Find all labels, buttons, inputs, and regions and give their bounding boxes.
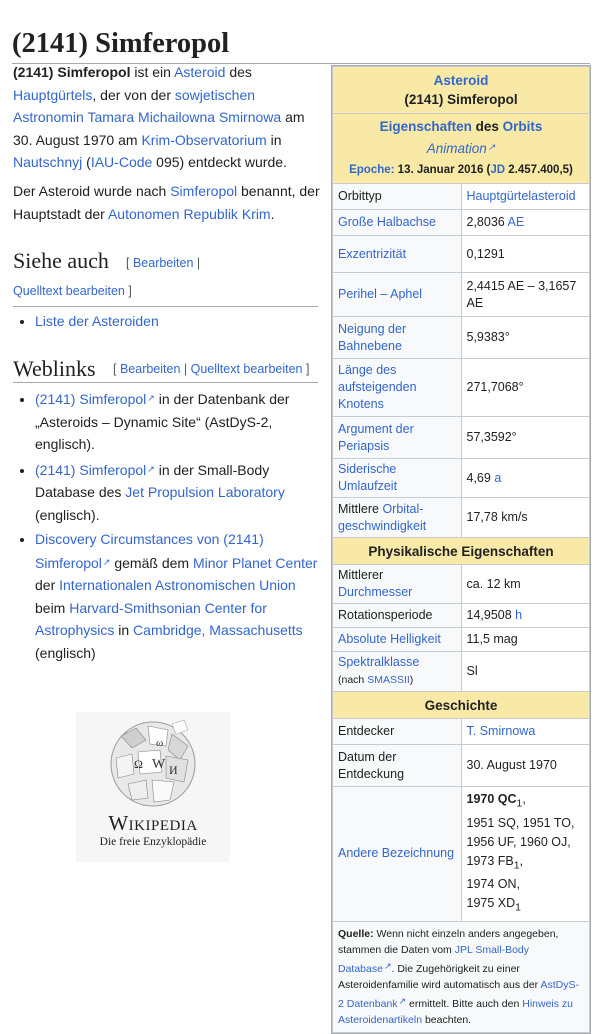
- infobox-row: Argument der Periapsis 57,3592°: [333, 417, 590, 459]
- naming-paragraph: [13, 180, 321, 225]
- infobox-title: [333, 67, 590, 114]
- list-item: • Discovery Circumstances von (2141) Simferopol ↗ gemäß dem Minor Planet Center der Internationalen Astronomischen Union beim Harvard-Smithsonian Center for Astrophysics in Cambridge, Massachusetts (englisch): [35, 528, 325, 664]
- external-link-jpl[interactable]: (2141) Simferopol ↗: [35, 462, 155, 478]
- infobox-name: (2141) Simferopol: [404, 92, 518, 107]
- section-heading-siehe-auch: [13, 246, 318, 307]
- link-asteroid[interactable]: Asteroid: [174, 64, 226, 80]
- list-item: [35, 310, 325, 333]
- link-mpc[interactable]: Minor Planet Center: [192, 554, 318, 571]
- link-nauchnyj[interactable]: Nautschnyj: [13, 154, 83, 170]
- edit-link[interactable]: Bearbeiten: [132, 256, 194, 270]
- link-year[interactable]: a: [494, 470, 502, 485]
- intro-text: , der von der: [92, 86, 175, 103]
- orbit-header: Eigenschaften des Orbits Animation ↗ Epoche: 13. Januar 2016 (JD 2.457.400,5): [333, 114, 590, 184]
- link-jpl[interactable]: Jet Propulsion Laboratory: [125, 484, 285, 500]
- infobox-row: Länge des aufsteigenden Knotens 271,7068°: [333, 359, 590, 417]
- link-astdys-database[interactable]: AstDyS-2 Datenbank ↗: [338, 979, 579, 1010]
- infobox-row: Rotationsperiode 14,9508 h: [333, 604, 590, 628]
- animation-link[interactable]: Animation ↗: [427, 141, 496, 156]
- infobox-row: Mittlerer Durchmesser ca. 12 km: [333, 565, 590, 604]
- external-link-astdys[interactable]: (2141) Simferopol ↗: [35, 391, 155, 407]
- section-edit-links: [ Bearbeiten |: [126, 256, 201, 270]
- infobox-row: Datum der Entdeckung 30. August 1970: [333, 745, 590, 787]
- logo-tagline: Die freie Enzyklopädie: [99, 836, 207, 848]
- link-jd[interactable]: JD: [490, 164, 506, 176]
- link-spectral-class[interactable]: Spektralklasse: [338, 655, 420, 669]
- link-discoverer[interactable]: T. Smirnowa: [466, 724, 536, 738]
- naming-text: benannt, der Hauptstadt der: [13, 183, 320, 222]
- link-ascending-node[interactable]: Länge des aufsteigenden Knotens: [338, 363, 417, 411]
- edit-link[interactable]: Bearbeiten: [119, 362, 181, 376]
- infobox-row: Spektralklasse (nach SMASSII) Sl: [333, 652, 590, 692]
- siehe-auch-list: [13, 310, 325, 335]
- section-heading-weblinks: [13, 354, 318, 383]
- physical-header: Physikalische Eigenschaften: [333, 538, 590, 565]
- link-iau-code[interactable]: IAU-Code: [90, 154, 153, 170]
- link-jpl-database[interactable]: JPL Small-Body Database ↗: [338, 944, 529, 975]
- logo-wordmark: Wikipedia: [108, 811, 198, 835]
- infobox-row: Perihel – Aphel 2,4415 AE – 3,1657 AE: [333, 273, 590, 317]
- source-note: Quelle: Wenn nicht einzeln anders angegeben, stammen die Daten vom JPL Small-Body Database ↗ . Die Zugehörigkeit zu einer Asteroidenfamilie wird automatisch aus der AstDyS-2 Datenbank ↗ ermittelt. Bitte auch den Hinweis zu Asteroidenartikeln beachten.: [333, 921, 590, 1032]
- link-orbits[interactable]: Orbits: [502, 119, 543, 134]
- link-soviet[interactable]: sowjetischen Astronomin: [13, 86, 256, 125]
- section-title: Siehe auch: [13, 248, 109, 273]
- link-iau[interactable]: Internationalen Astronomischen Union: [59, 577, 296, 593]
- link-simferopol[interactable]: Simferopol: [170, 183, 238, 199]
- link-asteroid-article-hint[interactable]: Hinweis zu Asteroidenartikeln: [338, 997, 574, 1026]
- section-title: Weblinks: [13, 356, 96, 381]
- intro-text: ist ein: [130, 64, 175, 80]
- list-item: • (2141) Simferopol ↗ in der Datenbank der „Asteroids – Dynamic Site“ (AstDyS-2, englisch).: [35, 387, 325, 456]
- link-argument-periapsis[interactable]: Argument der Periapsis: [338, 421, 414, 453]
- infobox-row: [333, 184, 590, 210]
- epoch-label[interactable]: Epoche:: [349, 164, 395, 176]
- infobox-row: Neigung der Bahnebene 5,9383°: [333, 317, 590, 359]
- intro-text: des: [225, 64, 252, 80]
- weblinks-list: [13, 387, 325, 666]
- naming-text: .: [270, 205, 275, 222]
- link-main-belt[interactable]: Hauptgürtels: [13, 86, 93, 103]
- link-inclination[interactable]: Neigung der Bahnebene: [338, 321, 407, 353]
- link-main-belt-asteroid[interactable]: Hauptgürtelasteroid: [466, 189, 576, 203]
- link-perihelion-aphelion[interactable]: Perihel – Aphel: [338, 287, 423, 301]
- link-orbital-speed[interactable]: Orbitalgeschwindigkeit: [338, 501, 427, 533]
- infobox-row: Absolute Helligkeit 11,5 mag: [333, 628, 590, 652]
- intro-bold-name: (2141) Simferopol: [13, 64, 131, 80]
- svg-text:Ω: Ω: [134, 757, 143, 771]
- intro-text: am 30. August 1970 am: [13, 109, 305, 148]
- list-item: • (2141) Simferopol ↗ in der Small-Body Database des Jet Propulsion Laboratory (englisch).: [35, 458, 325, 527]
- infobox-row: Große Halbachse 2,8036 AE: [333, 210, 590, 236]
- intro-text: (: [82, 154, 91, 170]
- row-label: Orbittyp: [333, 184, 462, 210]
- infobox: [331, 65, 591, 1034]
- link-eccentricity[interactable]: Exzentrizität: [338, 246, 407, 261]
- intro-paragraph: [13, 61, 321, 174]
- link-semi-major-axis[interactable]: Große Halbachse: [338, 215, 436, 229]
- section-edit-links-cont: Quelltext bearbeiten ]: [13, 284, 132, 298]
- link-cambridge[interactable]: Cambridge, Massachusetts: [133, 622, 303, 638]
- link-sidereal-period[interactable]: Siderische Umlaufzeit: [338, 462, 398, 493]
- infobox-row: Mittlere Orbitalgeschwindigkeit 17,78 km/s: [333, 498, 590, 538]
- link-other-designation[interactable]: Andere Bezeichnung: [338, 846, 455, 861]
- section-edit-links: [ Bearbeiten | Quelltext bearbeiten ]: [113, 362, 310, 376]
- intro-text: in: [266, 131, 282, 148]
- wikipedia-logo[interactable]: [76, 712, 230, 862]
- infobox-row: Andere Bezeichnung 1970 $QC_1$, 1951 SQ, 1951 TO, 1956 UF, 1960 OJ, 1973 $FB_1$, 1974 ON, 1975 $XD_1$: [333, 787, 590, 922]
- infobox-row: Exzentrizität 0,1291: [333, 236, 590, 273]
- link-au[interactable]: AE: [507, 215, 525, 229]
- link-absolute-magnitude[interactable]: Absolute Helligkeit: [338, 632, 441, 646]
- link-asteroid-type[interactable]: Asteroid: [433, 73, 489, 88]
- source-edit-link[interactable]: Quelltext bearbeiten: [13, 284, 125, 298]
- link-observatory[interactable]: Krim-Observatorium: [141, 131, 267, 148]
- page-title: (2141) Simferopol: [12, 25, 590, 64]
- naming-text: Der Asteroid wurde nach: [13, 183, 171, 199]
- svg-text:W: W: [152, 757, 166, 772]
- link-harvard[interactable]: Harvard-Smithsonian Center for Astrophysics: [35, 599, 267, 638]
- link-properties[interactable]: Eigenschaften: [379, 119, 472, 134]
- link-smassii[interactable]: SMASSII: [367, 674, 410, 686]
- infobox-row: Entdecker T. Smirnowa: [333, 719, 590, 745]
- svg-text:ω: ω: [156, 737, 164, 749]
- infobox-row: Siderische Umlaufzeit 4,69 a: [333, 459, 590, 498]
- link-asteroid-list[interactable]: Liste der Asteroiden: [35, 313, 159, 329]
- source-edit-link[interactable]: Quelltext bearbeiten: [190, 362, 303, 376]
- link-astronomer[interactable]: Tamara Michailowna Smirnowa: [87, 109, 282, 125]
- svg-text:И: И: [169, 763, 178, 777]
- external-link-mpc[interactable]: Discovery Circumstances von (2141) Simferopol ↗: [35, 531, 264, 571]
- link-crimea-republic[interactable]: Autonomen Republik Krim: [107, 205, 271, 222]
- link-hour[interactable]: h: [515, 608, 523, 622]
- link-diameter[interactable]: Durchmesser: [338, 585, 413, 599]
- intro-text: 095) entdeckt wurde.: [152, 154, 287, 170]
- history-header: Geschichte: [333, 692, 590, 719]
- puzzle-globe-icon: [76, 712, 230, 812]
